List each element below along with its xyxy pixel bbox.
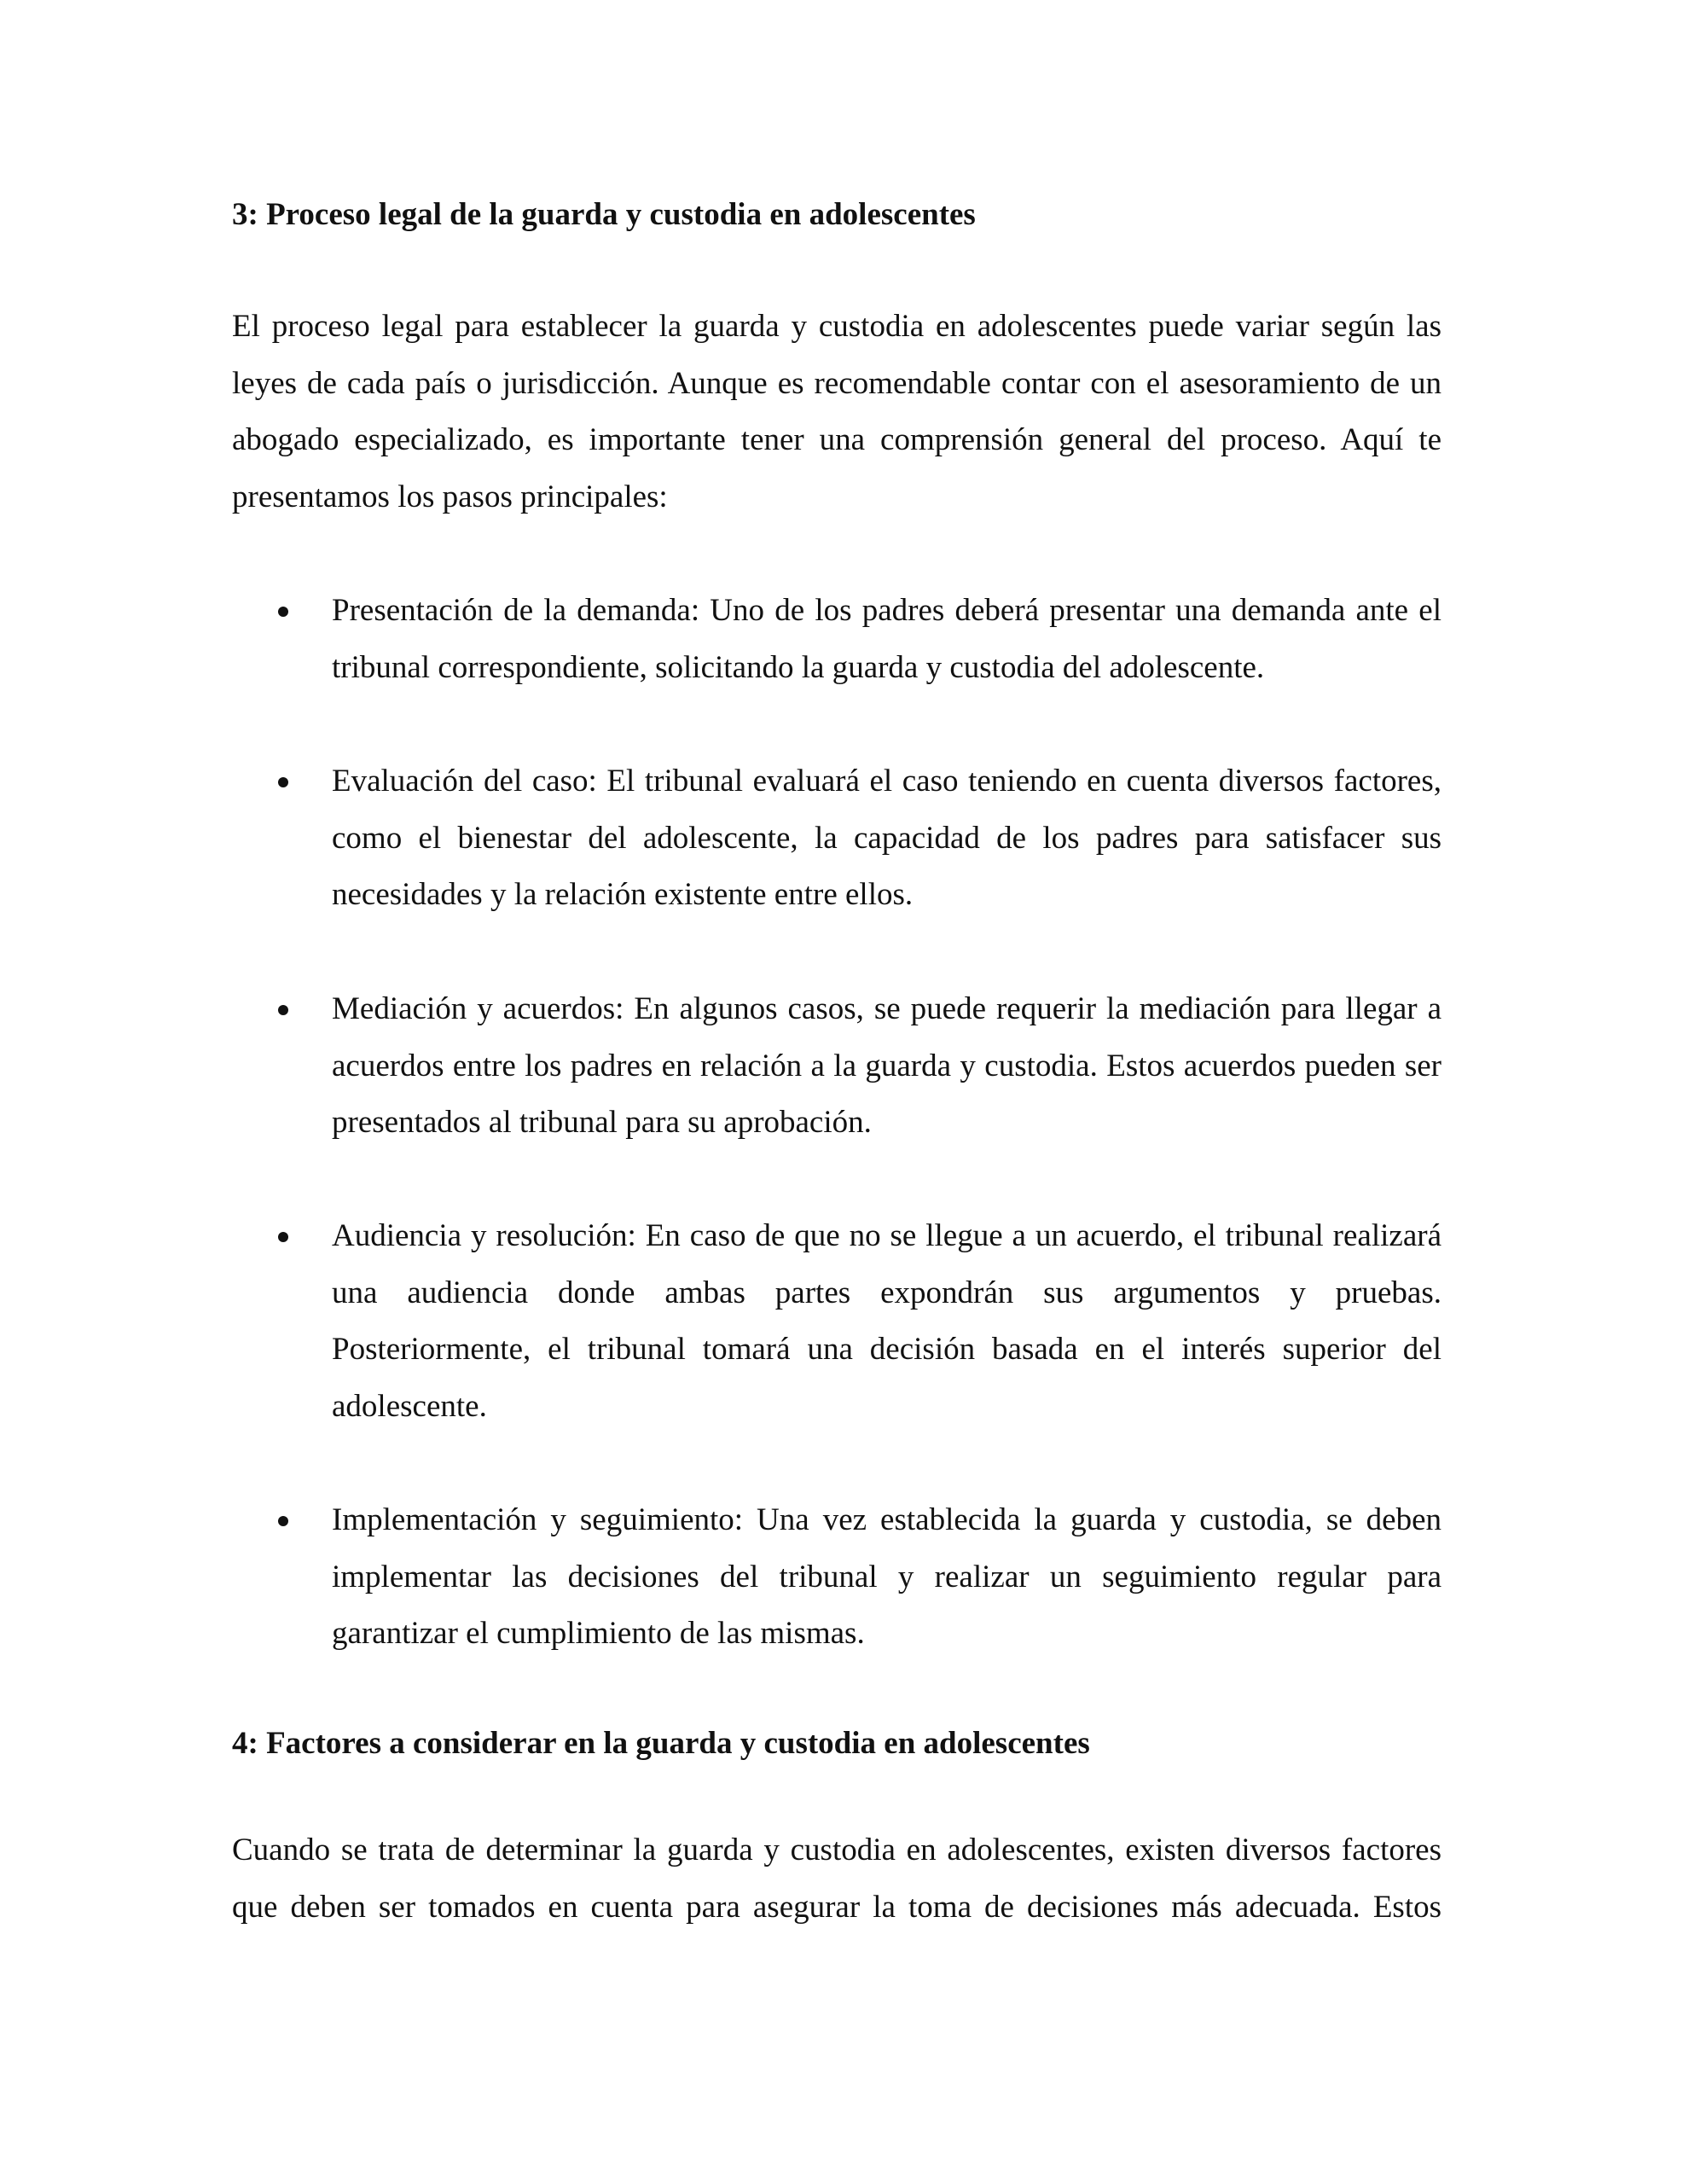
list-item-text: Audiencia y resolución: En caso de que no se llegue a un acuerdo, el tribunal realizará una audiencia donde ambas partes expondrán sus argumentos y pruebas. Posteriormente, el tribunal tomará una decisión basada en el interés superior del adolescente. xyxy=(332,1218,1441,1424)
bullet-icon xyxy=(278,1005,288,1015)
section-3-intro-paragraph: El proceso legal para establecer la guarda y custodia en adolescentes puede variar según las leyes de cada país o jurisdicción. Aunque es recomendable contar con el asesoramiento de un abogado especializado, es importante tener una comprensión general del proceso. Aquí te presentamos los pasos principales: xyxy=(232,309,1441,514)
list-item-text: Mediación y acuerdos: En algunos casos, se puede requerir la mediación para llegar a acuerdos entre los padres en relación a la guarda y custodia. Estos acuerdos pueden ser presentados al tribunal para su aprobación. xyxy=(332,991,1441,1140)
bullet-icon xyxy=(278,777,288,787)
list-item-text: Implementación y seguimiento: Una vez establecida la guarda y custodia, se deben implementar las decisiones del tribunal y realizar un seguimiento regular para garantizar el cumplimiento de las mismas. xyxy=(332,1502,1441,1651)
list-item-text: Presentación de la demanda: Uno de los padres deberá presentar una demanda ante el tribunal correspondiente, solicitando la guarda y custodia del adolescente. xyxy=(332,593,1441,685)
bullet-icon xyxy=(278,607,288,617)
list-item-text: Evaluación del caso: El tribunal evaluará el caso teniendo en cuenta diversos factores, como el bienestar del adolescente, la capacidad de los padres para satisfacer sus necesidades y la relación existente entre ellos. xyxy=(332,764,1441,912)
bullet-icon xyxy=(278,1232,288,1242)
section-4-intro-paragraph: Cuando se trata de determinar la guarda y custodia en adolescentes, existen diversos factores que deben ser tomados en cuenta para asegurar la toma de decisiones más adecuada. Estos xyxy=(232,1833,1441,1925)
section-4-heading: 4: Factores a considerar en la guarda y custodia en adolescentes xyxy=(232,1726,1090,1761)
section-3-heading: 3: Proceso legal de la guarda y custodia en adolescentes xyxy=(232,197,976,232)
bullet-icon xyxy=(278,1516,288,1526)
